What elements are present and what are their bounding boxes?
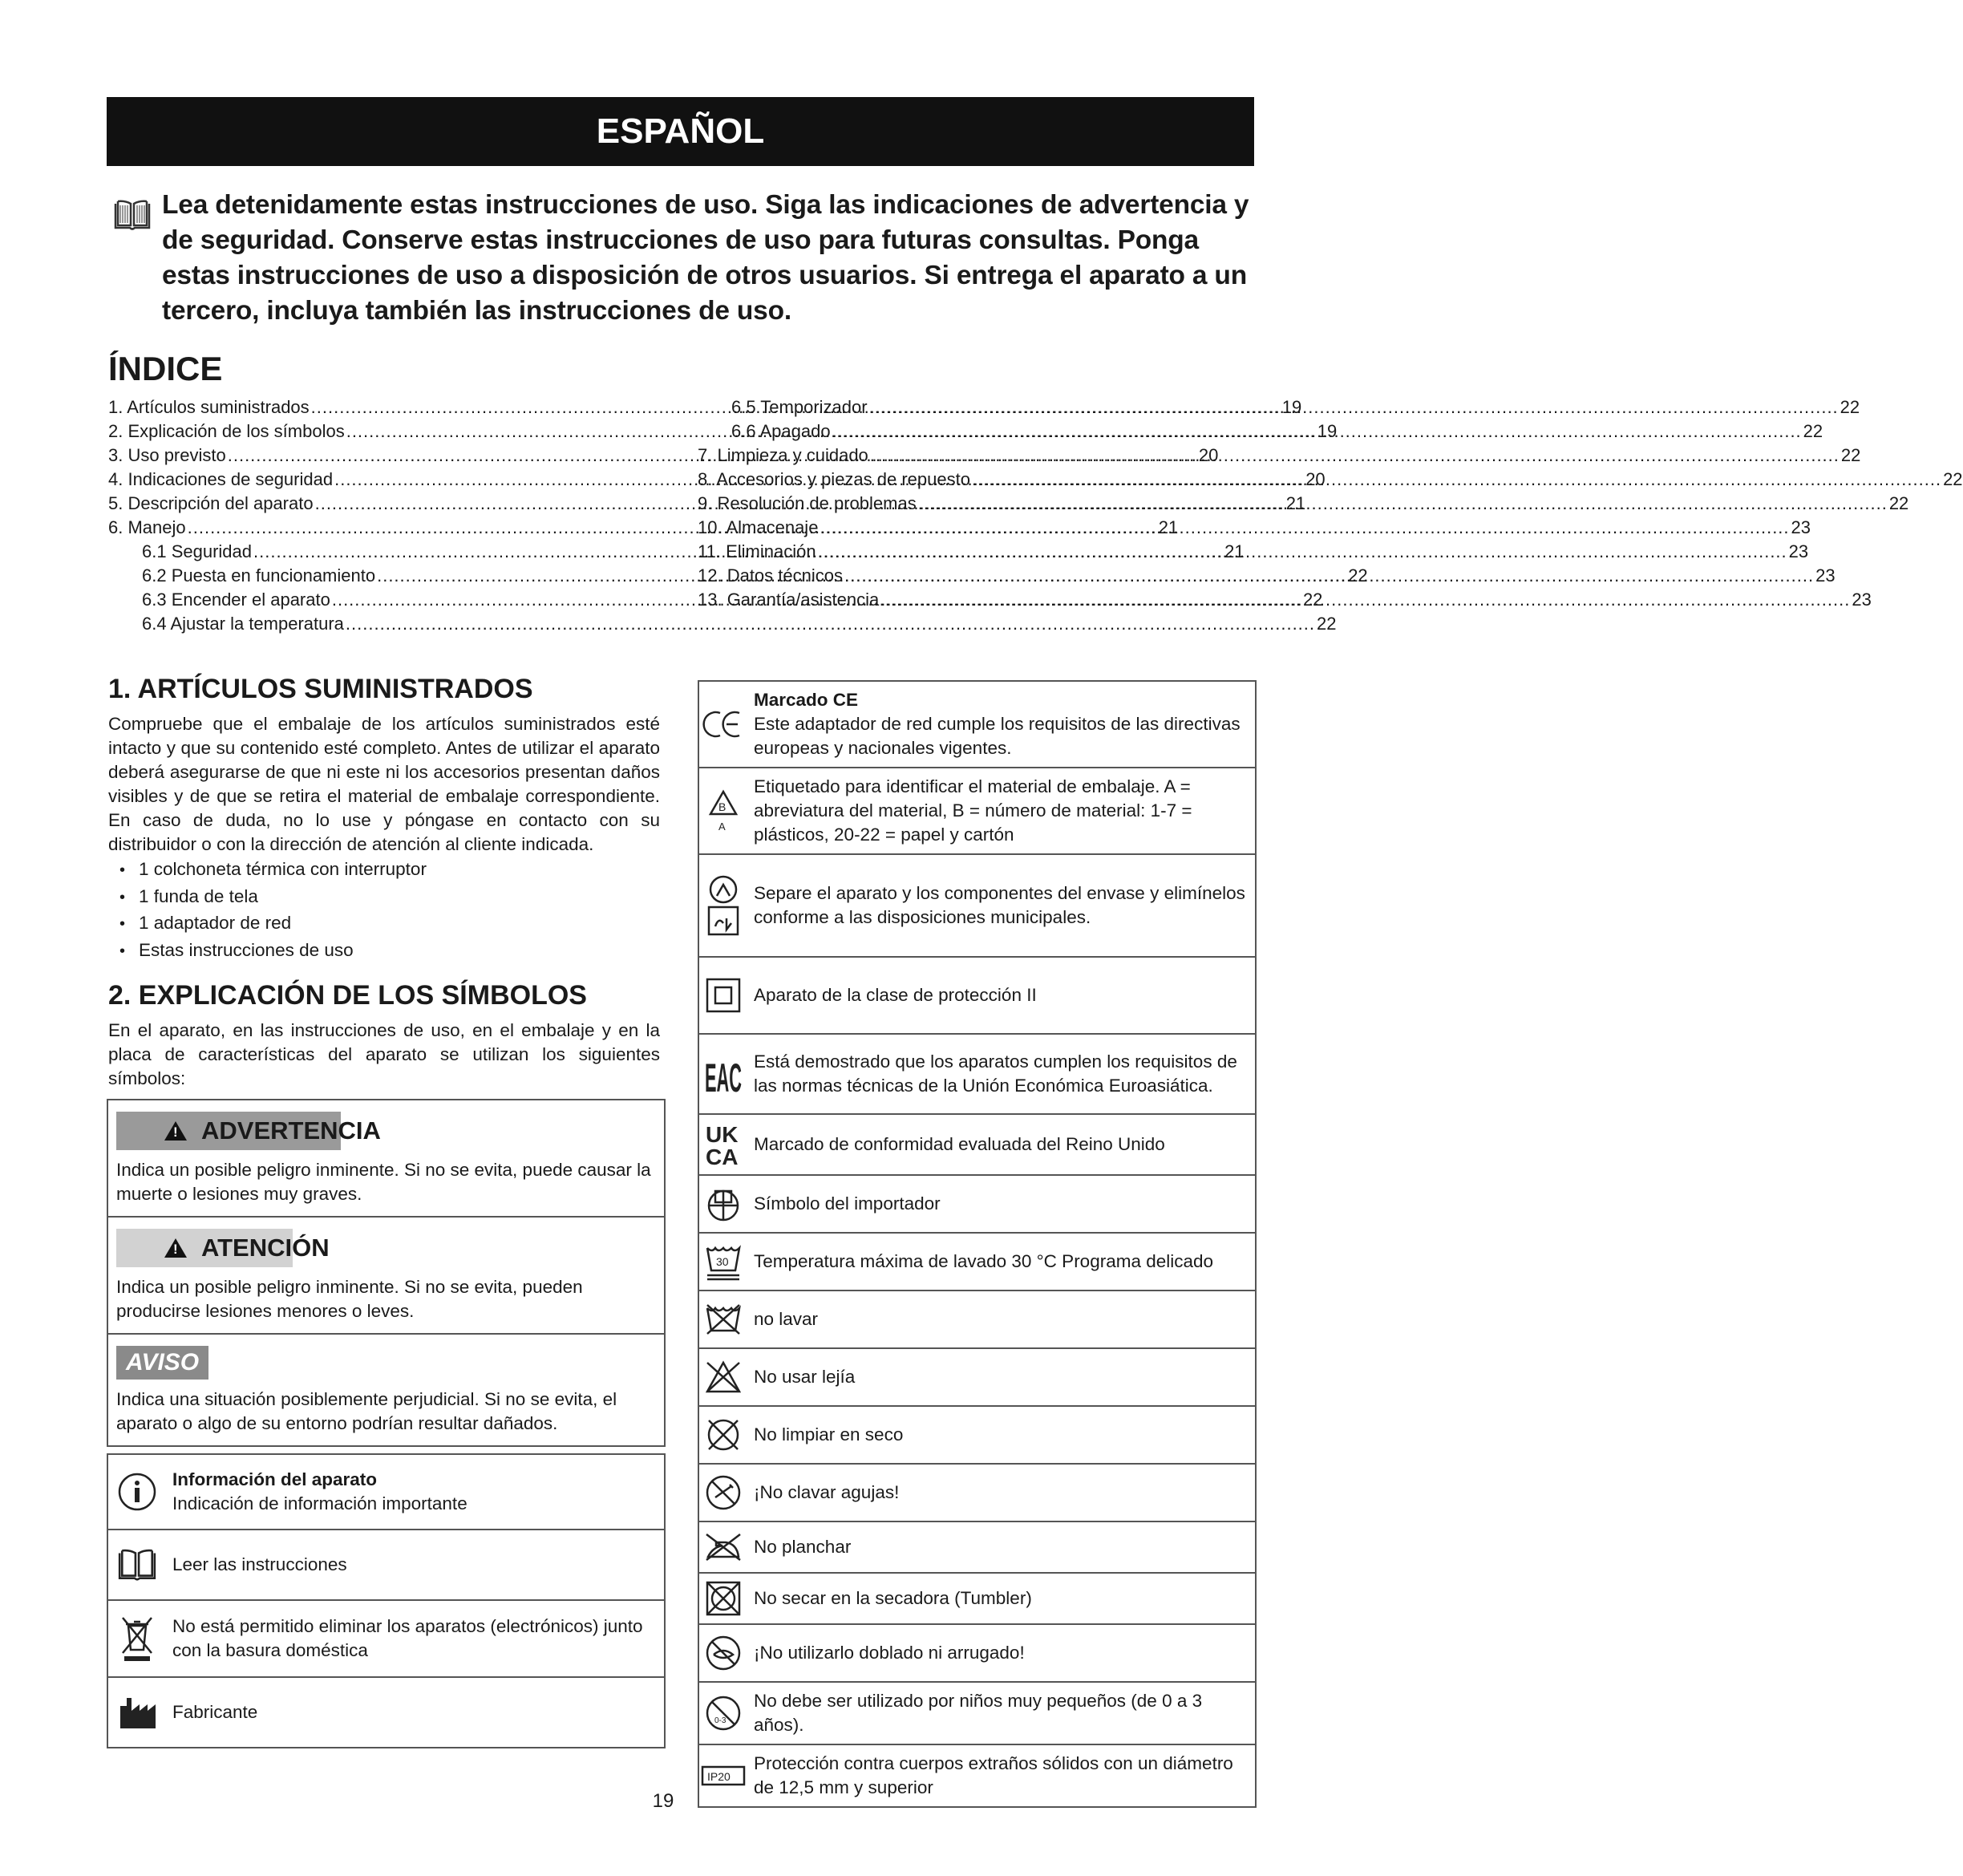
no-iron-icon (699, 1531, 747, 1563)
index-entry-page: 23 (1815, 565, 1836, 585)
language-header (107, 97, 1254, 166)
index-entry-label: 6.2 Puesta en funcionamiento (142, 565, 376, 585)
index-entry-page: 22 (1888, 493, 1909, 513)
ce-mark-icon (699, 708, 747, 740)
index-entry (108, 612, 1337, 636)
symbol-description (747, 1683, 1255, 1744)
index-entry-label: 10. Almacenaje (698, 517, 819, 537)
symbol-text: Leer las instrucciones (172, 1554, 347, 1574)
index-entry (698, 516, 1811, 540)
index-leader-dots (869, 395, 1839, 419)
symbol-text: Indicación de información importante (172, 1493, 467, 1513)
index-entry-label: 6.4 Ajustar la temperatura (142, 614, 344, 634)
warning-description: Indica un posible peligro inminente. Si no se evita, puede causar la muerte o lesiones muy graves. (116, 1160, 651, 1204)
caution-description: Indica un posible peligro inminente. Si no se evita, pueden producirse lesiones menores o leves. (116, 1277, 583, 1321)
right-symbols-table (698, 680, 1257, 1808)
symbol-title: Información del aparato (172, 1469, 378, 1489)
index-leader-dots (832, 419, 1802, 444)
symbol-text: Temperatura máxima de lavado 30 °C Programa delicado (754, 1251, 1214, 1271)
info-icon (108, 1471, 166, 1513)
symbol-description (747, 1185, 945, 1222)
symbol-description (747, 1126, 1170, 1163)
symbol-row (699, 1465, 1255, 1522)
symbol-text: No debe ser utilizado por niños muy pequeños (de 0 a 3 años). (754, 1691, 1203, 1735)
index-entry-label: 4. Indicaciones de seguridad (108, 469, 334, 489)
symbol-text: Está demostrado que los aparatos cumplen los requisitos de las normas técnicas de la Unión Económica Euroasiática. (754, 1051, 1237, 1096)
index-entry-page: 21 (1158, 517, 1179, 537)
symbol-row (699, 855, 1255, 958)
section2-text: En el aparato, en las instrucciones de uso, en el embalaje y en la placa de características del aparato se utilizan los siguientes símbolos: (108, 1020, 660, 1088)
index-entry-label: 6. Manejo (108, 517, 186, 537)
symbol-text: No usar lejía (754, 1367, 856, 1387)
symbol-row (699, 1625, 1255, 1683)
delivered-item: • 1 funda de tela (108, 884, 660, 911)
index-entry-label: 6.1 Seguridad (142, 541, 252, 561)
symbol-row (699, 1115, 1255, 1176)
ip20-icon (699, 1764, 747, 1788)
symbol-row (699, 958, 1255, 1035)
symbol-row (699, 1234, 1255, 1291)
index-entry-page: 22 (1317, 614, 1337, 634)
symbol-row (699, 768, 1255, 855)
symbol-description (747, 1359, 860, 1396)
symbol-text: No planchar (754, 1537, 852, 1557)
index-entry-label: 3. Uso previsto (108, 445, 226, 465)
index-leader-dots (346, 612, 1315, 636)
warning-label: ADVERTENCIA (201, 1116, 381, 1145)
index-entry-page: 22 (1840, 397, 1860, 417)
symbol-text: Símbolo del importador (754, 1193, 941, 1214)
wash-temperature-label: 30 (716, 1255, 729, 1268)
symbol-description (747, 1529, 856, 1566)
ip-rating-label: IP20 (707, 1770, 731, 1783)
index-entry-page: 22 (1943, 469, 1963, 489)
recycling-code-icon (699, 787, 747, 835)
no-fold-icon (699, 1634, 747, 1672)
caution-label: ATENCIÓN (201, 1234, 330, 1262)
signal-words-box (107, 1099, 666, 1447)
symbol-text: Aparato de la clase de protección II (754, 985, 1037, 1005)
index-leader-dots (820, 516, 1789, 540)
index-leader-dots (918, 492, 1888, 516)
index-entry-label: 5. Descripción del aparato (108, 493, 314, 513)
manual-book-icon (112, 199, 152, 231)
index-entry-page: 22 (1840, 445, 1861, 465)
index-entry-page: 23 (1788, 541, 1809, 561)
section1-text: Compruebe que el embalaje de los artículos suministrados esté intacto y que su contenido esté completo. Antes de utilizar el aparato deberá asegurarse de que ni este ni los accesorios presentan daños visibles y de que se retira el material de embalaje correspondiente. En caso de duda, no lo use y póngase en contacto con su distribuidor o con la dirección de atención al cliente indicada. (108, 714, 660, 854)
warning-triangle-icon (164, 1121, 187, 1141)
ukca-mark-icon (699, 1121, 747, 1168)
no-wash-icon (699, 1302, 747, 1337)
symbol-description (747, 682, 1255, 767)
symbol-description (166, 1546, 352, 1583)
age-range-label: 0-3 (714, 1716, 727, 1725)
symbol-description (747, 1243, 1218, 1280)
symbol-text: Etiquetado para identificar el material de embalaje. A = abreviatura del material, B = número de material: 1-7 = plásticos, 20-22 = papel y cartón (754, 776, 1192, 845)
symbol-row (699, 682, 1255, 768)
wash-30-icon (699, 1242, 747, 1282)
index-entry-label: 1. Artículos suministrados (108, 397, 310, 417)
index-entry-label: 12. Datos técnicos (698, 565, 843, 585)
warning-block (108, 1100, 664, 1218)
eac-mark-label: EAC (705, 1056, 742, 1100)
section1-title: 1. ARTÍCULOS SUMINISTRADOS (108, 674, 533, 704)
index-entry (698, 444, 1861, 468)
factory-icon (108, 1695, 166, 1730)
index-entry-label: 7. Limpieza y cuidado (698, 445, 868, 465)
intro-text: Lea detenidamente estas instrucciones de uso. Siga las indicaciones de advertencia y de seguridad. Conserve estas instrucciones de uso para futuras consultas. Ponga estas instrucciones de uso a disposición de otros usuarios. Si entrega el aparato a un tercero, incluya también las instrucciones de uso. (162, 190, 1249, 326)
symbol-row (699, 1291, 1255, 1349)
index-entry-page: 23 (1791, 517, 1811, 537)
symbol-text: No está permitido eliminar los aparatos (electrónicos) junto con la basura doméstica (172, 1616, 643, 1660)
no-tumble-dry-icon (699, 1580, 747, 1617)
symbol-row (699, 1176, 1255, 1234)
symbol-description (747, 1416, 908, 1453)
symbol-row (108, 1678, 664, 1748)
index-entry-page: 23 (1852, 590, 1872, 610)
caution-label-bar (116, 1229, 656, 1267)
delivered-items-list (108, 857, 660, 964)
crossed-bin-icon (108, 1615, 166, 1663)
symbol-description (747, 1580, 1037, 1617)
notice-description: Indica una situación posiblemente perjudicial. Si no se evita, el aparato o algo de su entorno podrían resultar dañados. (116, 1389, 617, 1433)
notice-label: AVISO (116, 1346, 208, 1380)
symbol-text: ¡No clavar agujas! (754, 1482, 900, 1502)
index-entry-label: 9. Resolución de problemas (698, 493, 917, 513)
index-entry (698, 540, 1809, 564)
language-title: ESPAÑOL (596, 111, 765, 151)
symbol-text: No limpiar en seco (754, 1424, 904, 1444)
symbol-text: ¡No utilizarlo doblado ni arrugado! (754, 1643, 1025, 1663)
index-entry-page: 20 (1198, 445, 1219, 465)
symbol-description (166, 1608, 664, 1669)
index-leader-dots (972, 468, 1941, 492)
ukca-mark-label-bottom: CA (706, 1145, 739, 1169)
symbol-description (747, 875, 1255, 936)
index-entry-label: 8. Accesorios y piezas de repuesto (698, 469, 970, 489)
section2-title: 2. EXPLICACIÓN DE LOS SÍMBOLOS (108, 980, 587, 1011)
index-entry-label: 6.5 Temporizador (731, 397, 868, 417)
symbol-description (747, 1474, 904, 1511)
symbol-title: Marcado CE (754, 690, 859, 710)
caution-triangle-icon (164, 1238, 187, 1258)
symbol-text: Marcado de conformidad evaluada del Reino Unido (754, 1134, 1165, 1154)
index-entry-page: 19 (1281, 397, 1302, 417)
symbol-description (747, 977, 1042, 1014)
index-entry-label: 11. Eliminación (698, 541, 816, 561)
symbol-row (699, 1407, 1255, 1465)
symbol-row (699, 1035, 1255, 1115)
index-entry-page: 20 (1305, 469, 1326, 489)
symbol-row (108, 1601, 664, 1678)
symbol-row (699, 1574, 1255, 1625)
symbol-description (166, 1461, 472, 1522)
warning-label-bar (116, 1112, 656, 1150)
symbol-row (699, 1683, 1255, 1745)
index-entry-page: 21 (1285, 493, 1306, 513)
recycling-code-material-letter: A (718, 820, 726, 833)
symbol-row (108, 1455, 664, 1530)
page-number: 19 (652, 1790, 674, 1812)
symbol-description (747, 1043, 1255, 1104)
symbol-description (747, 1301, 823, 1338)
symbol-text: Fabricante (172, 1702, 258, 1722)
no-dry-clean-icon (699, 1416, 747, 1454)
index-entry-label: 13. Garantía/asistencia (698, 590, 880, 610)
index-leader-dots (844, 564, 1814, 588)
symbol-text: Protección contra cuerpos extraños sólidos con un diámetro de 12,5 mm y superior (754, 1753, 1233, 1797)
index-entry-page: 22 (1348, 565, 1368, 585)
caution-block (108, 1218, 664, 1335)
eac-mark-icon (699, 1051, 747, 1100)
index-entry-page: 19 (1317, 421, 1338, 441)
index-leader-dots (880, 588, 1850, 612)
delivered-item: • 1 colchoneta térmica con interruptor (108, 857, 660, 884)
index-entry-page: 22 (1803, 421, 1823, 441)
no-children-icon (699, 1694, 747, 1732)
left-symbols-table (107, 1453, 666, 1748)
index-leader-dots (870, 444, 1840, 468)
symbol-text: Separe el aparato y los componentes del envase y elimínelos conforme a las disposiciones municipales. (754, 883, 1245, 927)
recycling-code-number-letter: B (718, 800, 727, 813)
symbol-row (108, 1530, 664, 1601)
index-entry-label: 6.3 Encender el aparato (142, 590, 330, 610)
symbol-description (747, 768, 1255, 853)
index-entry-label: 6.6 Apagado (731, 421, 831, 441)
symbol-description (747, 1635, 1030, 1671)
delivered-item: • 1 adaptador de red (108, 910, 660, 938)
ukca-mark-label-top: UK (706, 1122, 739, 1147)
index-title: ÍNDICE (108, 350, 223, 387)
notice-block (108, 1335, 664, 1447)
manual-book-icon (108, 1548, 166, 1582)
index-entry-label: 2. Explicación de los símbolos (108, 421, 345, 441)
no-pins-icon (699, 1473, 747, 1512)
symbol-row (699, 1349, 1255, 1407)
symbol-text: No secar en la secadora (Tumbler) (754, 1588, 1032, 1608)
recycle-disposal-icon (699, 873, 747, 938)
no-bleach-icon (699, 1359, 747, 1395)
importer-icon (699, 1185, 747, 1223)
symbol-text: no lavar (754, 1309, 819, 1329)
symbol-description (166, 1694, 262, 1731)
index-entry-page: 22 (1302, 590, 1323, 610)
index-leader-dots (818, 540, 1787, 564)
symbol-row (699, 1522, 1255, 1574)
intro-block (112, 188, 1251, 329)
symbol-text: Este adaptador de red cumple los requisitos de las directivas europeas y nacionales vigentes. (754, 714, 1241, 758)
delivered-item: • Estas instrucciones de uso (108, 938, 660, 965)
protection-class-ii-icon (699, 977, 747, 1014)
index-entry-page: 21 (1224, 541, 1245, 561)
